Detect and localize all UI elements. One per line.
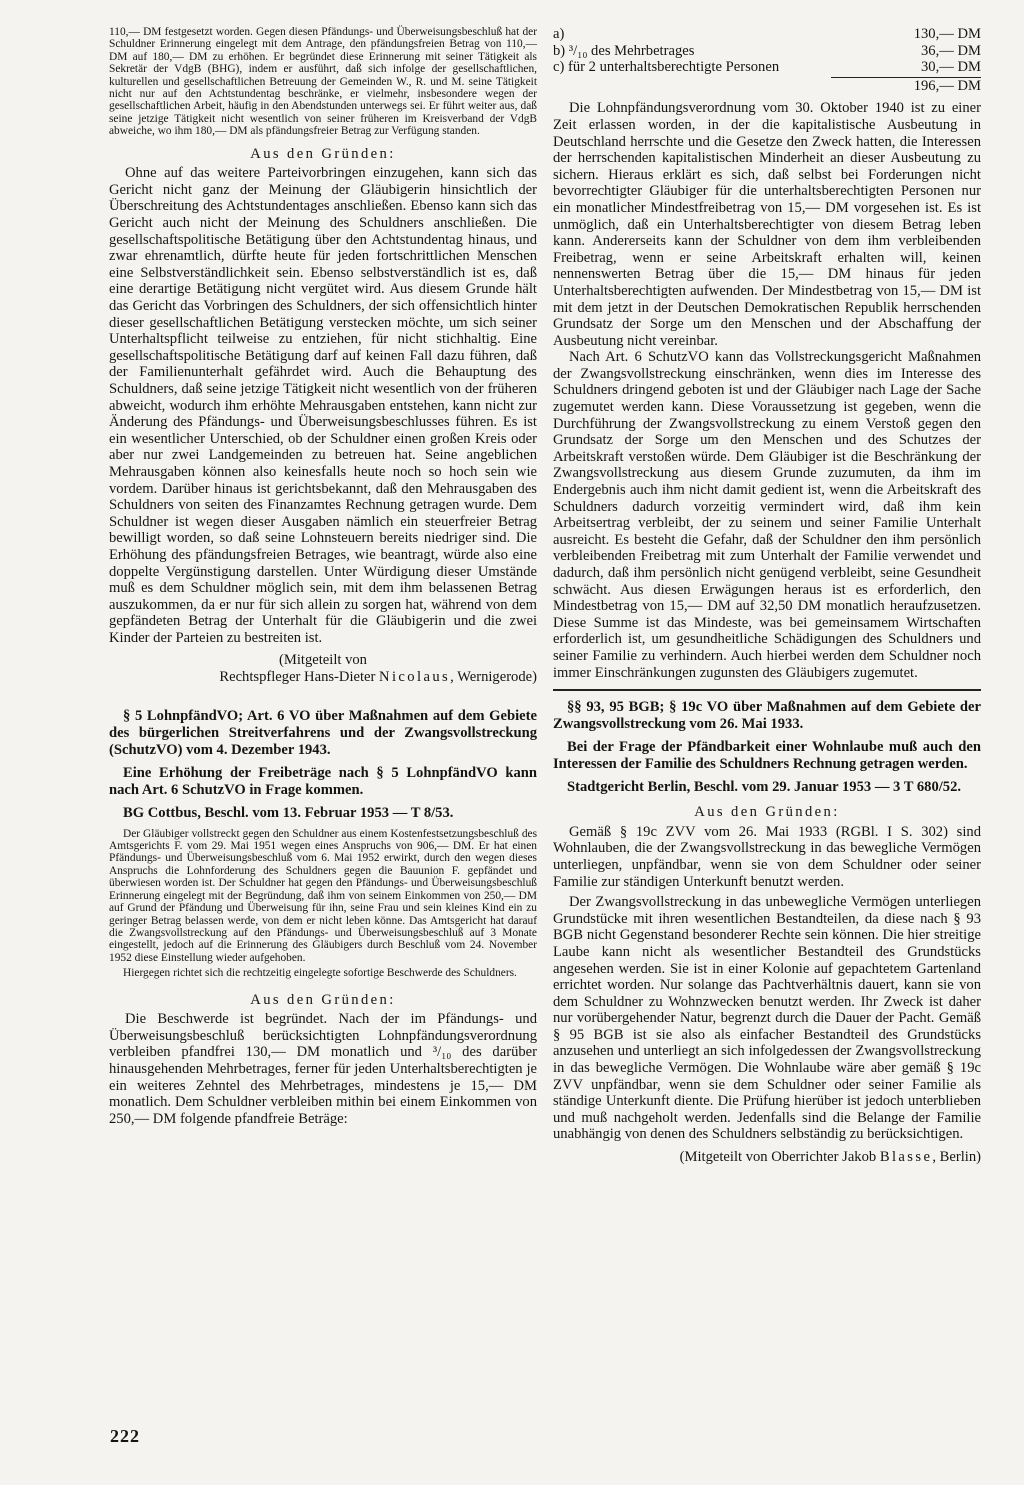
credit-line: (Mitgeteilt von Oberrichter Jakob Blasse, Berlin) [679,1149,981,1166]
reasons-paragraph: Nach Art. 6 SchutzVO kann das Vollstreckungsgericht Maßnahmen der Zwangsvollstreckung einschränken, wenn dies im Interesse des Schuldners dringend geboten ist und der Gläubiger nach Lage der Sache zugemutet werden kann. Diese Voraussetzung ist gegeben, wenn die Durchführung der Zwangsvollstreckung zu einem Verstoß gegen den Grundsatz der Sorge um den Menschen und des Schutzes der Arbeitskraft verstoßen würde. Dem Gläubiger ist die Beschränkung der Zwangsvollstreckung aus diesem Grunde zuzumuten, da ihm im Endergebnis auch ihm nicht damit gedient ist, wenn die Arbeitskraft des Schuldners dadurch vorzeitig vermindert wird, daß ihm kein Arbeitsertrag verbleibt, der zu seinem und seiner Familie Unterhalt ausreicht. Es besteht die Gefahr, daß der Schuldner den ihm persönlich verbleibenden Freibetrag mit zum Unterhalt der Familie verwendet und dadurch, daß ihm persönlich nicht genügend verbleibt, seine Gesundheit schwächt. Aus diesen Erwägungen heraus ist es erforderlich, den Mindestbetrag von 15,— DM auf 32,50 DM monatlich heraufzusetzen. Diese Summe ist das Mindeste, was bei gemeinsamem Wirtschaften erforderlich ist, um gesundheitliche Schädigungen des Schuldners und seiner Familie zu verhindern. Auch hierbei werden dem Schuldner noch immer Einschränkungen zugunsten des Gläubigers zugemutet. [553,349,981,681]
calc-total: 196,— DM [913,77,981,94]
left-column [109,26,537,1127]
credit-name: Blasse [879,1149,933,1166]
intro-facts: 110,— DM festgesetzt worden. Gegen diesen Pfändungs- und Überweisungsbeschluß hat der Schuldner Erinnerung eingelegt mit dem Antrage, den pfändungsfreien Betrag von 110,— DM auf 180,— DM zu erhöhen. Er begründet diese Erinnerung mit seiner Tätigkeit als Sekretär der VdgB (BHG), indem er ausführt, daß sich infolge der gesellschaftlichen, kulturellen und gesellschaftlichen Betreuung der Gemeinden W., R. und M. seine Tätigkeit nicht nur auf den Achtstundentag beschränke, er vielmehr, insbesondere wegen der gesellschaftlichen Arbeit, häufig in den Abendstunden unterwegs sei. Er führt weiter aus, daß seine jetzige Tätigkeit nicht wesentlich von seiner früheren im Kreisverband der VdgB abweiche, wo ihm 180,— DM als pfändungsfreier Betrag zur Verfügung standen. [109,26,537,138]
case-heading: §§ 93, 95 BGB; § 19c VO über Maßnahmen auf dem Gebiete der Zwangsvollstreckung vom 26. Mai 1933. [553,699,981,733]
section-heading: Aus den Gründen: [250,991,396,1008]
case-block [553,689,981,796]
right-column [553,26,981,1166]
reasons-paragraph: Der Zwangsvollstreckung in das unbewegliche Vermögen unterliegen Grundstücke mit ihren wesentlichen Bestandteilen, da diese nach § 93 BGB nicht Gegenstand besonderer Rechte sein können. Die hier streitige Laube kann nicht als wesentlicher Bestandteil des Grundstücks angesehen werden. Sie ist in einer Kolonie auf gepachtetem Gartenland errichtet worden. Nur solange das Pachtverhältnis dauert, kann sie von dem Schuldner zu Wohnzwecken benutzt werden. Ihr Zweck ist daher nur vorübergehender Natur, begrenzt durch die Dauer der Pacht. Gemäß § 95 BGB ist sie also als einfacher Bestandteil des Grundstücks anzusehen und unterliegt an sich infolgedessen der Zwangsvollstreckung in das bewegliche Vermögen. Die Wohnlaube wäre aber gemäß § 19c ZVV unpfändbar, wenn sie dem Schuldner oder seiner Familie als ständige Unterkunft diente. Die Prüfung hierüber ist jedoch unterblieben und muß nachgeholt werden. Jedenfalls sind die Belange der Familie unabhängig von denen des Schuldners selbständig zu berücksichtigen. [553,894,981,1143]
reasons-paragraph: Die Beschwerde ist begründet. Nach der im Pfändungs- und Überweisungsbeschluß berücksichtigten Lohnpfändungsverordnung verbleiben pfandfrei 130,— DM monatlich und ³/₁₀ des darüber hinausgehenden Mehrbetrages, ferner für jeden Unterhaltsberechtigten je ein weiteres Zehntel des Mehrbetrages, mindestens je 15,— DM monatlich. Dem Schuldner verbleiben mithin bei einem Einkommen von 250,— DM folgende pfandfreie Beträge: [109,1011,537,1127]
credit-line: Rechtspfleger Hans-Dieter Nicolaus, Wernigerode) [219,669,537,686]
page-number: 222 [110,1426,140,1446]
calculation-table [553,26,981,94]
case-facts: Der Gläubiger vollstreckt gegen den Schuldner aus einem Kostenfestsetzungsbeschluß des Amtsgerichts F. vom 29. Mai 1951 wegen eines Anspruchs von 906,— DM. Er hat einen Pfändungs- und Überweisungsbeschluß vom 6. Mai 1952 erwirkt, durch den wegen dieses Anspruchs die Lohnforderung des Schuldners gegen die Bauunion F. gepfändet und überwiesen worden ist. Der Schuldner hat gegen den Pfändungs- und Überweisungsbeschluß Erinnerung eingelegt mit der Begründung, daß ihm von seinem Einkommen von 250,— DM auf Grund der Pfändung und Überweisung für ihn, seine Frau und sein kleines Kind ein zu geringer Betrag belassen werde, von dem er nicht leben könne. Das Amtsgericht hat darauf die Zwangsvollstreckung auf den Pfändungs- und Überweisungsbeschluß auf 3 Monate eingestellt, jedoch auf die Erinnerung des Gläubigers durch Beschluß vom 24. November 1952 diese Einstellung wieder aufgehoben. [109,827,537,964]
case-facts: Hiergegen richtet sich die rechtzeitig eingelegte sofortige Beschwerde des Schuldners. [123,967,517,980]
credit-line: (Mitgeteilt von [279,652,367,669]
case-court: BG Cottbus, Beschl. vom 13. Februar 1953 — T 8/53. [123,804,454,821]
reasons-paragraph: Ohne auf das weitere Parteivorbringen einzugehen, kann sich das Gericht nicht ganz der Meinung der Gläubigerin hinsichtlich der Überschreitung des Achtstundentages anschließen. Ebenso kann sich das Gericht auch nicht der Meinung des Schuldners anschließen. Die gesellschaftspolitische Betätigung über den Achtstundentag hinaus, und zwar ehrenamtlich, dürfte heute für jeden fortschrittlichen Menschen eine Selbstverständlichkeit sein. Ebenso selbstverständlich ist es, daß eine derartige Betätigung nicht vergütet wird. Aus diesem Grunde hält das Gericht das Vorbringen des Schuldners, der sich offensichtlich hinter dieser gesellschaftlichen Betätigung verstecken möchte, um sich seiner Unterhaltspflicht teilweise zu entziehen, für nicht stichhaltig. Eine gesellschaftspolitische Betätigung darf auf keinen Fall dazu führen, daß der Familienunterhalt gefährdet wird. Auch die Behauptung des Schuldners, daß seine jetzige Tätigkeit nicht wesentlich von der früheren abweicht, wodurch ihm erhöhte Mehrausgaben entstehen, kann nicht zur Änderung des Pfändungs- und Überweisungsbeschlusses führen. Es ist ein wesentlicher Unterschied, ob der Schuldner einen großen Kreis oder aber nur zwei Landgemeinden zu betreuen hat. Seine angeblichen Mehrausgaben können also keinesfalls heute noch so hoch sein wie vordem. Darüber hinaus ist gerichtsbekannt, daß den Mehrausgaben des Schuldners von seiten des Finanzamtes Rechnung getragen wurde. Dem Schuldner ist wegen dieser Ausgaben nämlich ein steuerfreier Betrag bewilligt worden, so daß seine Lohnsteuern bereits niedriger sind. Die Erhöhung des pfändungsfreien Betrages, wie beantragt, würde also eine doppelte Vergünstigung darstellen. Unter Würdigung dieser Umstände muß es dem Schuldner möglich sein, mit dem ihm belassenen Betrag auszukommen, da er nur für sich allein zu sorgen hat, während von dem gepfändeten Betrag der Unterhalt für die Gläubigerin und die zwei Kinder der Parteien zu bestreiten ist. [109,165,537,646]
case-leitsatz: Bei der Frage der Pfändbarkeit einer Wohnlaube muß auch den Interessen der Familie des Schuldners Rechnung getragen werden. [553,739,981,773]
calc-row: c) für 2 unterhaltsberechtigte Personen 30,— DM [553,59,981,76]
calc-row: b) ³/₁₀ des Mehrbetrages 36,— DM [553,42,981,59]
reasons-paragraph: Die Lohnpfändungsverordnung vom 30. Oktober 1940 ist zu einer Zeit erlassen worden, in der die kapitalistische Ausbeutung in Deutschland herrschte und die Gesetze den Zweck hatten, die Interessen der herrschenden kapitalistischen Minderheit an dieser Ausbeutung zu sichern. Hieraus erklärt es sich, daß selbst bei Forderungen nicht bevorrechtigter Gläubiger für die unterhaltsberechtigten Personen nur ein monatlicher Mindestfreibetrag von 15,— DM vorgesehen ist. Es ist unmöglich, daß ein Unterhaltsberechtigter von diesem Betrag leben kann. Andererseits kann der Schuldner von dem ihm verbleibenden Freibetrag, wenn er seine Arbeitskraft erhalten will, keinen nennenswerten Betrag über die 15,— DM hinaus für jeden Unterhaltsberechtigten aufwenden. Der Mindestbetrag von 15,— DM ist mit dem jetzt in der Deutschen Demokratischen Republik herrschenden Grundsatz der Sorge um den Menschen und der Abschaffung der Ausbeutung nicht vereinbar. [553,100,981,349]
case-leitsatz: Eine Erhöhung der Freibeträge nach § 5 LohnpfändVO kann nach Art. 6 SchutzVO in Frage kommen. [109,764,537,798]
case-court: Stadtgericht Berlin, Beschl. vom 29. Januar 1953 — 3 T 680/52. [567,779,962,796]
reasons-paragraph: Gemäß § 19c ZVV vom 26. Mai 1933 (RGBl. I S. 302) sind Wohnlauben, die der Zwangsvollstreckung in das bewegliche Vermögen unterliegen, unpfändbar, wenn sie von dem Schuldner oder seiner Familie zur ständigen Unterkunft benutzt werden. [553,823,981,890]
calc-row: a) 130,— DM [553,26,981,42]
credit-name: Nicolaus [379,669,451,686]
case-heading: § 5 LohnpfändVO; Art. 6 VO über Maßnahmen auf dem Gebiete des bürgerlichen Streitverfahrens und der Zwangsvollstreckung (SchutzVO) vom 4. Dezember 1943. [109,707,537,758]
section-heading: Aus den Gründen: [694,804,840,821]
section-heading: Aus den Gründen: [250,145,396,162]
